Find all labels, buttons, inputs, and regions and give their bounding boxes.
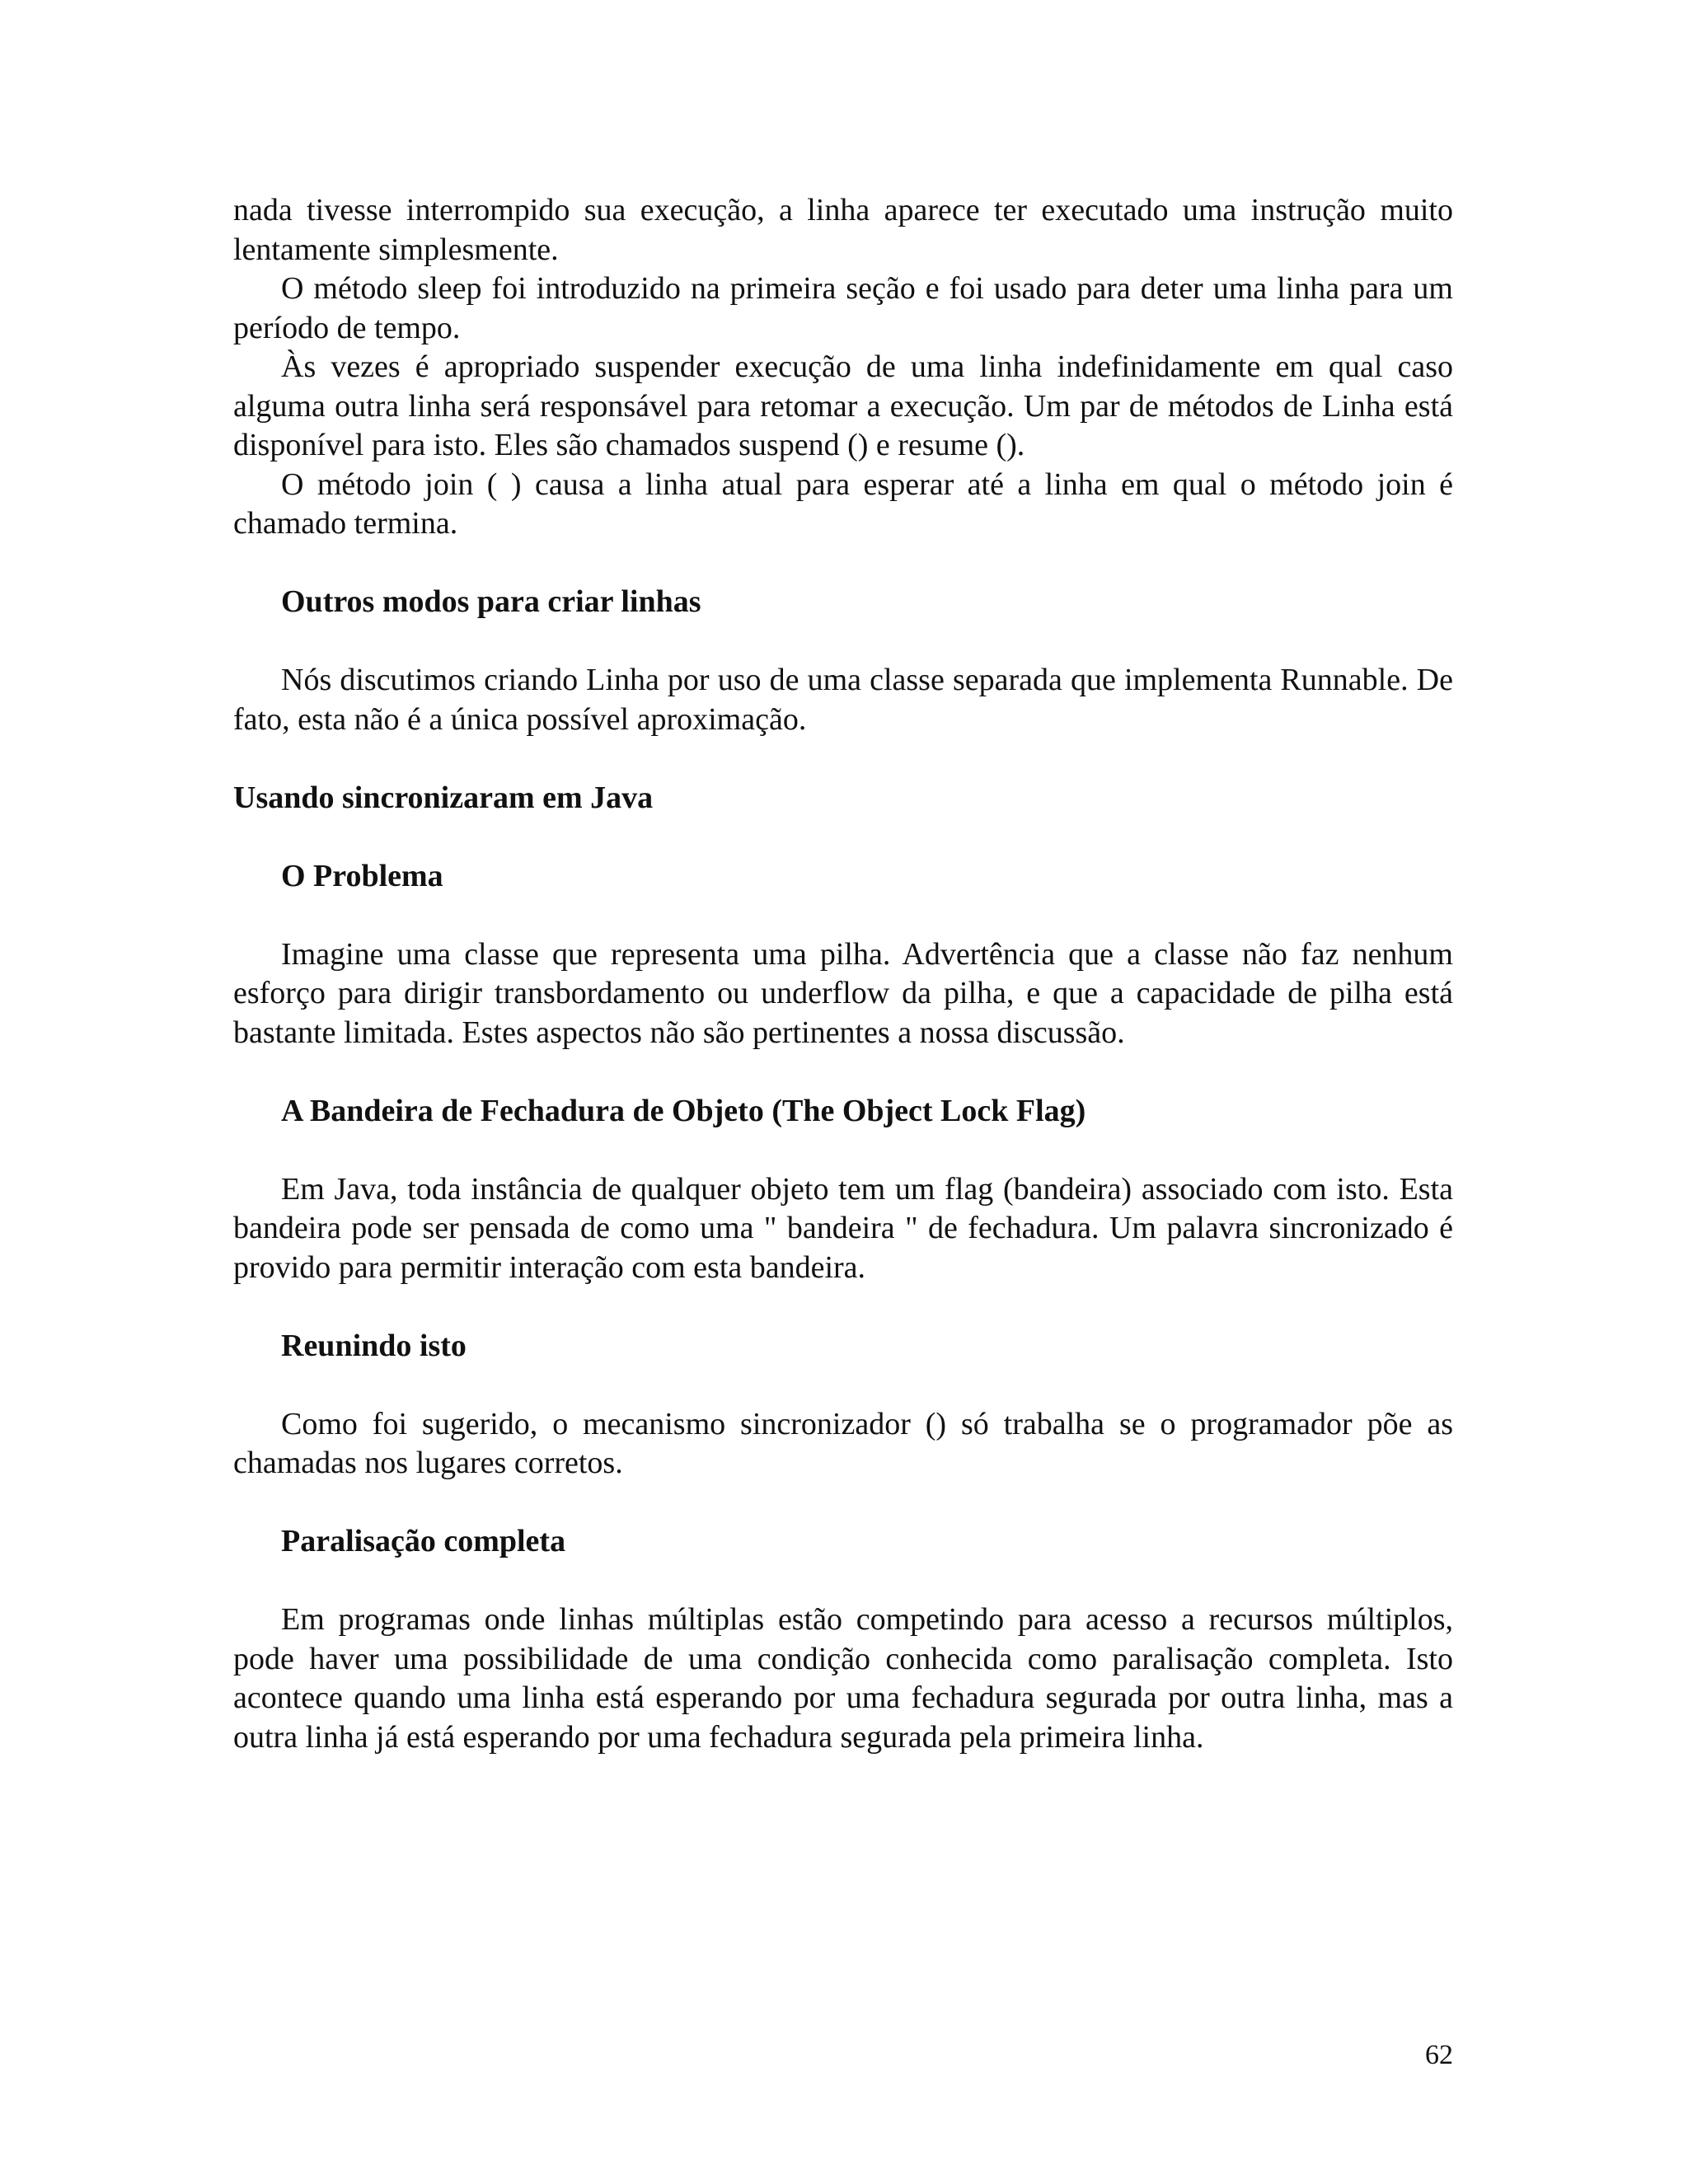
page-number: 62 xyxy=(1425,2040,1453,2070)
spacer xyxy=(233,622,1453,662)
spacer xyxy=(233,739,1453,779)
spacer xyxy=(233,544,1453,583)
spacer xyxy=(233,1052,1453,1092)
paragraph-paralisacao-completa: Em programas onde linhas múltiplas estão competindo para acesso a recursos múltiplos, pode haver uma possibilidade de uma condição conhecida como paralisação completa. Isto acontece quando uma linha está esperando por uma fechadura segurada por outra linha, mas a outra linha já está esperando por uma fechadura segurada pela primeira linha. xyxy=(233,1602,1453,1755)
paragraph-suspend-resume: Às vezes é apropriado suspender execução de uma linha indefinidamente em qual caso alguma outra linha será responsável para retomar a execução. Um par de métodos de Linha está disponível para isto. Eles são chamados suspend () e resume (). xyxy=(233,349,1453,462)
paragraph-sleep-method: O método sleep foi introduzido na primeira seção e foi usado para deter uma linha para um período de tempo. xyxy=(233,271,1453,345)
paragraph-o-problema: Imagine uma classe que representa uma pilha. Advertência que a classe não faz nenhum esforço para dirigir transbordamento ou underflow da pilha, e que a capacidade de pilha está bastante limitada. Estes aspectos não são pertinentes a nossa discussão. xyxy=(233,936,1453,1050)
spacer xyxy=(233,1287,1453,1327)
spacer xyxy=(233,1483,1453,1523)
spacer xyxy=(233,1366,1453,1405)
heading-object-lock-flag: A Bandeira de Fechadura de Objeto (The Object Lock Flag) xyxy=(281,1093,1086,1128)
spacer xyxy=(233,1562,1453,1601)
spacer xyxy=(233,896,1453,935)
heading-outros-modos: Outros modos para criar linhas xyxy=(281,584,701,619)
paragraph-reunindo-isto: Como foi sugerido, o mecanismo sincronizador () só trabalha se o programador põe as chamadas nos lugares corretos. xyxy=(233,1406,1453,1480)
paragraph-outros-modos: Nós discutimos criando Linha por uso de uma classe separada que implementa Runnable. De fato, esta não é a única possível aproximação. xyxy=(233,663,1453,737)
heading-usando-sincronizaram: Usando sincronizaram em Java xyxy=(233,780,654,815)
heading-o-problema: O Problema xyxy=(281,858,443,893)
heading-paralisacao-completa: Paralisação completa xyxy=(281,1524,566,1558)
heading-reunindo-isto: Reunindo isto xyxy=(281,1328,467,1363)
paragraph-continuation: nada tivesse interrompido sua execução, a linha aparece ter executado uma instrução muito lentamente simplesmente. xyxy=(233,193,1453,267)
paragraph-join-method: O método join ( ) causa a linha atual para esperar até a linha em qual o método join é chamado termina. xyxy=(233,466,1453,541)
spacer xyxy=(233,818,1453,857)
document-page xyxy=(233,191,1453,1757)
paragraph-object-lock-flag: Em Java, toda instância de qualquer objeto tem um flag (bandeira) associado com isto. Esta bandeira pode ser pensada de como uma " bandeira " de fechadura. Um palavra sincronizado é provido para permitir interação com esta bandeira. xyxy=(233,1171,1453,1285)
spacer xyxy=(233,1131,1453,1170)
